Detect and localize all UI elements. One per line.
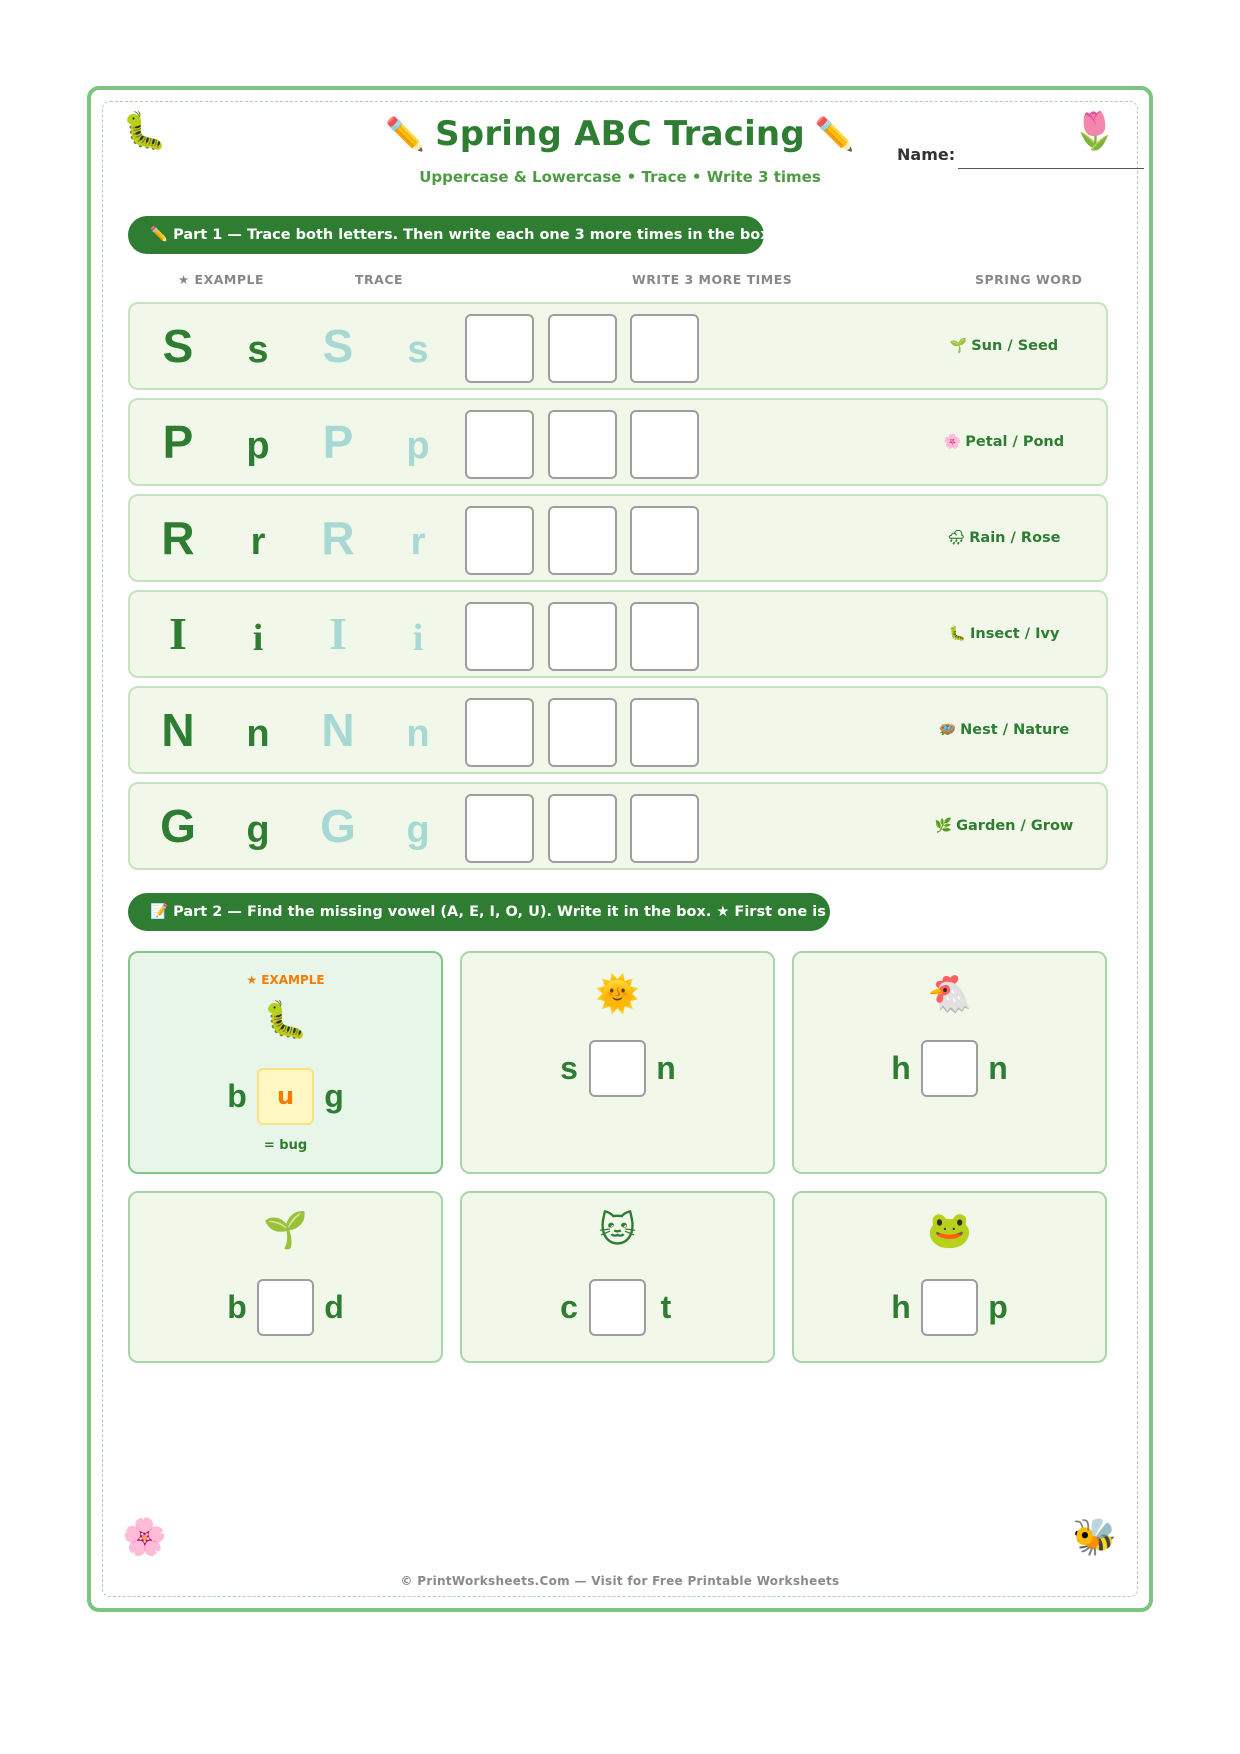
word-puzzle	[462, 1038, 773, 1098]
write-box[interactable]	[548, 602, 617, 671]
word-puzzle	[794, 1038, 1105, 1098]
vowel-card	[792, 951, 1107, 1174]
tracing-row	[128, 590, 1108, 678]
spring-word	[924, 688, 1084, 772]
example-uppercase: P	[162, 416, 194, 468]
trace-lowercase[interactable]: s	[407, 329, 429, 371]
caterpillar-icon: 🐛	[948, 626, 967, 642]
trace-lowercase[interactable]: n	[406, 713, 430, 755]
answer-text: = bug	[263, 1138, 308, 1153]
trace-uppercase[interactable]: N	[321, 704, 355, 756]
caterpillar-icon: 🐛	[122, 111, 167, 152]
vowel-box[interactable]	[921, 1040, 978, 1097]
write-box[interactable]	[630, 410, 699, 479]
write-box[interactable]	[548, 794, 617, 863]
spring-word	[924, 592, 1084, 676]
seedling-icon: 🌱	[263, 1210, 308, 1251]
column-header-example: ★ EXAMPLE	[178, 272, 265, 287]
tracing-row	[128, 782, 1108, 870]
spring-word-text: Sun / Seed	[971, 338, 1059, 354]
first-letter: h	[891, 1049, 911, 1086]
spring-word	[924, 784, 1084, 868]
write-box[interactable]	[465, 698, 534, 767]
last-letter: t	[660, 1288, 672, 1325]
flower-icon: 🌸	[122, 1517, 167, 1558]
write-box[interactable]	[630, 506, 699, 575]
spring-word	[924, 400, 1084, 484]
example-lowercase: p	[246, 425, 270, 467]
trace-uppercase[interactable]: P	[322, 416, 354, 468]
example-lowercase: n	[246, 713, 270, 755]
vowel-card	[128, 1191, 443, 1363]
trace-uppercase[interactable]: I	[329, 608, 347, 659]
vowel-card-example	[128, 951, 443, 1174]
sun-icon: 🌞	[595, 974, 640, 1015]
spring-word-text: Nest / Nature	[960, 722, 1070, 738]
write-box[interactable]	[630, 698, 699, 767]
vowel-box[interactable]	[589, 1279, 646, 1336]
trace-uppercase[interactable]: R	[321, 512, 355, 564]
write-box[interactable]	[465, 506, 534, 575]
write-box[interactable]	[465, 314, 534, 383]
tracing-rows	[128, 302, 1108, 878]
spring-word	[924, 496, 1084, 580]
bee-icon: 🐝	[1072, 1517, 1117, 1558]
last-letter: p	[988, 1288, 1008, 1325]
example-lowercase: r	[250, 521, 266, 563]
rain-cloud-icon: 🌧	[947, 530, 966, 546]
word-puzzle	[462, 1277, 773, 1337]
pencil-icon: ✏️	[385, 115, 426, 153]
tracing-row	[128, 398, 1108, 486]
spring-word	[924, 304, 1084, 388]
page-subtitle: Uppercase & Lowercase • Trace • Write 3 times	[419, 168, 821, 186]
write-box[interactable]	[548, 410, 617, 479]
pencil-icon: ✏️	[814, 115, 855, 153]
first-letter: s	[560, 1049, 578, 1086]
example-lowercase: g	[246, 809, 270, 851]
example-tag: ★ EXAMPLE	[246, 973, 325, 987]
write-box[interactable]	[630, 314, 699, 383]
nest-icon: 🪺	[938, 722, 957, 738]
first-letter: h	[891, 1288, 911, 1325]
write-box[interactable]	[465, 410, 534, 479]
write-box[interactable]	[630, 602, 699, 671]
part2-instruction: 📝 Part 2 — Find the missing vowel (A, E, I, O, U). Write it in the box. ★ First one is done!	[128, 893, 830, 931]
example-uppercase: R	[161, 512, 195, 564]
herb-icon: 🌿	[934, 818, 953, 834]
trace-uppercase[interactable]: G	[320, 800, 356, 852]
vowel-card	[460, 951, 775, 1174]
example-uppercase: S	[162, 320, 194, 372]
tracing-row	[128, 302, 1108, 390]
spring-word-text: Petal / Pond	[965, 434, 1065, 450]
cat-icon: 🐱	[598, 1210, 637, 1251]
frog-icon: 🐸	[927, 1210, 972, 1251]
caterpillar-icon: 🐛	[263, 1000, 308, 1041]
write-box[interactable]	[548, 506, 617, 575]
name-label: Name:	[897, 145, 956, 164]
vowel-box[interactable]	[589, 1040, 646, 1097]
blossom-icon: 🌸	[943, 434, 962, 450]
example-uppercase: I	[169, 608, 187, 659]
column-header-trace: TRACE	[355, 272, 404, 287]
last-letter: n	[988, 1049, 1008, 1086]
example-lowercase: i	[252, 617, 264, 659]
trace-uppercase[interactable]: S	[322, 320, 354, 372]
tracing-row	[128, 686, 1108, 774]
footer-credit: © PrintWorksheets.Com — Visit for Free Printable Worksheets	[400, 1574, 840, 1588]
name-field[interactable]	[958, 168, 1144, 169]
example-uppercase: G	[160, 800, 196, 852]
trace-lowercase[interactable]: p	[406, 425, 430, 467]
write-box[interactable]	[548, 314, 617, 383]
word-puzzle	[130, 1277, 441, 1337]
trace-lowercase[interactable]: i	[412, 617, 424, 659]
seedling-icon: 🌱	[949, 338, 968, 354]
vowel-box[interactable]	[257, 1279, 314, 1336]
tulip-icon: 🌷	[1072, 111, 1117, 152]
last-letter: d	[324, 1288, 344, 1325]
spring-word-text: Garden / Grow	[956, 818, 1074, 834]
column-header-spring-word: SPRING WORD	[975, 272, 1083, 287]
example-lowercase: s	[247, 329, 269, 371]
vowel-box: u	[257, 1068, 314, 1125]
write-box[interactable]	[465, 794, 534, 863]
write-box[interactable]	[465, 602, 534, 671]
last-letter: g	[324, 1077, 344, 1114]
first-letter: c	[560, 1288, 578, 1325]
column-header-write: WRITE 3 MORE TIMES	[632, 272, 793, 287]
spring-word-text: Rain / Rose	[969, 530, 1061, 546]
spring-word-text: Insect / Ivy	[970, 626, 1060, 642]
hen-icon: 🐔	[927, 974, 972, 1015]
first-letter: b	[227, 1288, 247, 1325]
trace-lowercase[interactable]: g	[406, 809, 430, 851]
word-puzzle	[794, 1277, 1105, 1337]
write-box[interactable]	[548, 698, 617, 767]
tracing-row	[128, 494, 1108, 582]
trace-lowercase[interactable]: r	[410, 521, 426, 563]
part1-instruction: ✏️ Part 1 — Trace both letters. Then write each one 3 more times in the boxes.	[128, 216, 764, 254]
first-letter: b	[227, 1077, 247, 1114]
vowel-card	[792, 1191, 1107, 1363]
vowel-card	[460, 1191, 775, 1363]
write-box[interactable]	[630, 794, 699, 863]
title-text: Spring ABC Tracing	[435, 114, 805, 154]
last-letter: n	[656, 1049, 676, 1086]
word-puzzle	[130, 1066, 441, 1126]
vowel-box[interactable]	[921, 1279, 978, 1336]
page-title	[0, 111, 1240, 154]
example-uppercase: N	[161, 704, 195, 756]
